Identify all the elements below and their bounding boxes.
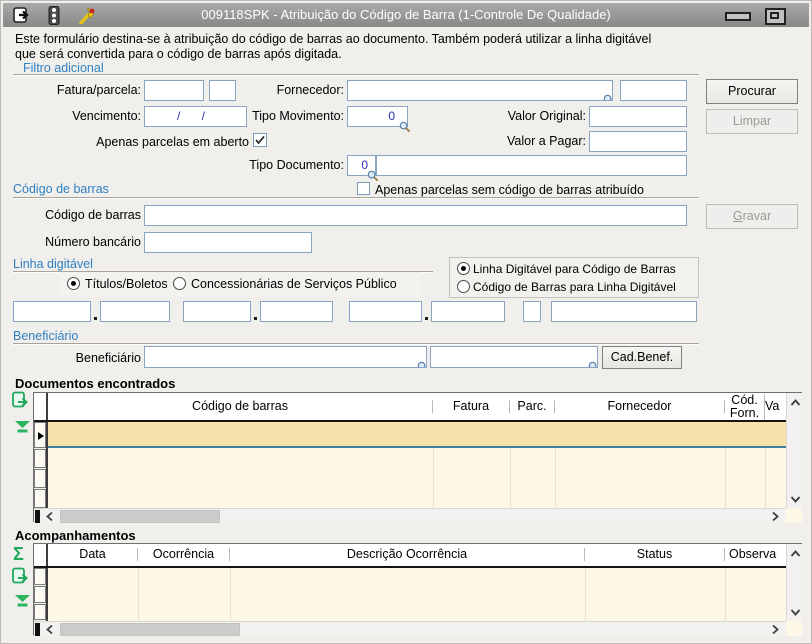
linha-seg2-input[interactable]	[100, 301, 170, 322]
section-beneficiario: Beneficiário	[13, 329, 79, 343]
col-header-parc[interactable]: Parc.	[510, 400, 555, 413]
section-codigo-de-barras: Código de barras	[13, 182, 109, 196]
scroll-down-icon[interactable]	[790, 493, 801, 507]
valor-original-input[interactable]	[589, 106, 687, 127]
documentos-body	[48, 422, 786, 508]
beneficiario-label: Beneficiário	[75, 351, 141, 365]
codigo-de-barras-input[interactable]	[144, 205, 687, 226]
beneficiario-nome-input[interactable]	[430, 346, 598, 368]
grid-split-handle[interactable]	[35, 510, 40, 523]
acompanhamentos-table	[33, 543, 802, 635]
apenas-sem-codigo-label: Apenas parcelas sem código de barras atribuído	[375, 183, 644, 197]
acompanhamentos-vscrollbar[interactable]	[786, 544, 802, 621]
col-header-data[interactable]: Data	[48, 548, 138, 561]
scroll-right-icon[interactable]	[770, 624, 780, 638]
col-header-fatura[interactable]: Fatura	[433, 400, 510, 413]
title-bar	[3, 3, 809, 27]
acompanhamentos-title: Acompanhamentos	[15, 528, 136, 543]
valor-a-pagar-input[interactable]	[589, 131, 687, 152]
concessionarias-radio[interactable]	[173, 277, 186, 290]
tipo-movimento-label: Tipo Movimento:	[252, 109, 344, 123]
window-title: 009118SPK - Atribuição do Código de Barra (1-Controle De Qualidade)	[201, 7, 611, 22]
grid-split-handle[interactable]	[35, 623, 40, 636]
divider	[13, 197, 699, 199]
scroll-down-icon[interactable]	[790, 606, 801, 620]
procurar-button[interactable]: Procurar	[706, 79, 798, 104]
tipo-documento-label: Tipo Documento:	[249, 158, 344, 172]
documentos-header-row	[34, 393, 786, 422]
separator-dot	[425, 317, 428, 320]
linha-seg4-input[interactable]	[260, 301, 333, 322]
row-selector-cell[interactable]	[34, 489, 46, 508]
fornecedor-label: Fornecedor:	[276, 83, 344, 97]
selected-row[interactable]	[48, 422, 786, 448]
fornecedor-input[interactable]	[347, 80, 613, 101]
col-header-valor[interactable]: Va	[765, 400, 780, 413]
scroll-up-icon[interactable]	[790, 397, 801, 411]
section-linha-digitavel: Linha digitável	[13, 257, 93, 271]
row-selector-cell[interactable]	[34, 449, 46, 468]
cb-para-ld-label: Código de Barras para Linha Digitável	[473, 280, 676, 294]
acompanhamentos-header-row	[34, 544, 786, 568]
col-header-codigo-de-barras[interactable]: Código de barras	[48, 400, 433, 413]
tipo-movimento-input[interactable]: 0	[347, 106, 408, 127]
titulos-boletos-label: Títulos/Boletos	[85, 277, 168, 291]
row-selector-header	[34, 544, 48, 566]
section-filtro-adicional: Filtro adicional	[23, 61, 104, 75]
apenas-em-aberto-label: Apenas parcelas em aberto	[96, 135, 249, 149]
filter-grid-icon[interactable]	[14, 420, 31, 437]
numero-bancario-input[interactable]	[144, 232, 312, 253]
tipo-linha-radiogroup	[59, 272, 421, 297]
lookup-icon[interactable]	[603, 93, 613, 101]
concessionarias-label: Concessionárias de Serviços Público	[191, 277, 397, 291]
row-selector-cell[interactable]	[34, 586, 46, 603]
row-selector-column	[34, 422, 48, 508]
fornecedor-code-input[interactable]	[620, 80, 687, 101]
separator-dot	[94, 317, 97, 320]
linha-seg1-input[interactable]	[13, 301, 91, 322]
linha-seg5-input[interactable]	[349, 301, 422, 322]
numero-bancario-label: Número bancário	[45, 235, 141, 249]
filter-grid-icon[interactable]	[14, 594, 31, 611]
divider	[13, 343, 699, 345]
parcela-input[interactable]	[209, 80, 236, 101]
vencimento-label: Vencimento:	[72, 109, 141, 123]
ld-para-cb-label: Linha Digitável para Código de Barras	[473, 262, 676, 276]
tipo-documento-input[interactable]: 0	[347, 155, 376, 176]
codigo-de-barras-label: Código de barras	[45, 208, 141, 222]
col-header-cod-forn[interactable]: Cód. Forn.	[725, 394, 765, 420]
documentos-title: Documentos encontrados	[15, 376, 176, 391]
fatura-input[interactable]	[144, 80, 204, 101]
scroll-right-icon[interactable]	[770, 511, 780, 525]
beneficiario-input[interactable]	[144, 346, 427, 368]
scrollbar-corner	[786, 508, 802, 523]
lookup-icon[interactable]	[417, 360, 427, 368]
gravar-button[interactable]: Gravar	[706, 204, 798, 229]
scroll-left-icon[interactable]	[45, 511, 55, 525]
valor-original-label: Valor Original:	[507, 109, 586, 123]
sum-icon[interactable]: Σ	[13, 544, 24, 564]
apenas-sem-codigo-checkbox[interactable]	[357, 182, 370, 195]
col-header-ocorrencia[interactable]: Ocorrência	[138, 548, 230, 561]
maximize-button[interactable]	[765, 8, 786, 25]
check-icon	[254, 134, 266, 146]
row-selector-column	[34, 568, 48, 621]
minimize-button[interactable]	[725, 12, 751, 21]
scrollbar-corner	[786, 621, 802, 636]
row-selector-cell[interactable]	[34, 568, 46, 585]
valor-a-pagar-label: Valor a Pagar:	[507, 134, 586, 148]
apenas-em-aberto-checkbox[interactable]	[253, 133, 267, 147]
row-selector-cell[interactable]	[34, 422, 46, 448]
col-header-status[interactable]: Status	[585, 548, 725, 561]
export-grid-icon[interactable]	[11, 567, 30, 589]
linha-seg3-input[interactable]	[183, 301, 251, 322]
lookup-icon[interactable]	[399, 121, 411, 133]
vencimento-input[interactable]: / /	[144, 106, 247, 127]
tipo-documento-desc-input[interactable]	[376, 155, 687, 176]
fatura-parcela-label: Fatura/parcela:	[56, 83, 141, 97]
hscroll-thumb[interactable]	[60, 510, 220, 523]
titulos-boletos-radio[interactable]	[67, 277, 80, 290]
linha-seg6-input[interactable]	[431, 301, 505, 322]
ld-para-cb-radio[interactable]	[457, 262, 470, 275]
export-grid-icon[interactable]	[11, 391, 30, 413]
lookup-icon[interactable]	[588, 360, 598, 368]
col-header-fornecedor[interactable]: Fornecedor	[555, 400, 725, 413]
documentos-hscrollbar[interactable]	[34, 508, 786, 523]
direcao-conversao-radiogroup	[449, 257, 699, 298]
form-description: Este formulário destina-se à atribuição do código de barras ao documento. Também poderá utilizar a linha digitável que será convertida para o código de barras após digitada.	[15, 32, 652, 61]
linha-seg7-input[interactable]	[551, 301, 697, 322]
current-row-marker	[38, 432, 44, 440]
col-header-observacao[interactable]: Observa	[729, 548, 777, 561]
row-selector-cell[interactable]	[34, 469, 46, 488]
acompanhamentos-body	[48, 568, 786, 621]
divider	[13, 74, 699, 76]
col-header-descricao-ocorrencia[interactable]: Descrição Ocorrência	[230, 548, 585, 561]
row-selector-cell[interactable]	[34, 604, 46, 620]
cb-para-ld-radio[interactable]	[457, 280, 470, 293]
documentos-table	[33, 392, 802, 522]
documentos-vscrollbar[interactable]	[786, 393, 802, 508]
acompanhamentos-hscrollbar[interactable]	[34, 621, 786, 636]
row-selector-header	[34, 393, 48, 420]
scroll-left-icon[interactable]	[45, 624, 55, 638]
scroll-up-icon[interactable]	[790, 548, 801, 562]
cad-benef-button[interactable]: Cad.Benef.	[602, 346, 682, 369]
limpar-button[interactable]: Limpar	[706, 109, 798, 134]
hscroll-thumb[interactable]	[60, 623, 240, 636]
separator-dot	[254, 317, 257, 320]
linha-dv-input[interactable]	[523, 301, 541, 322]
